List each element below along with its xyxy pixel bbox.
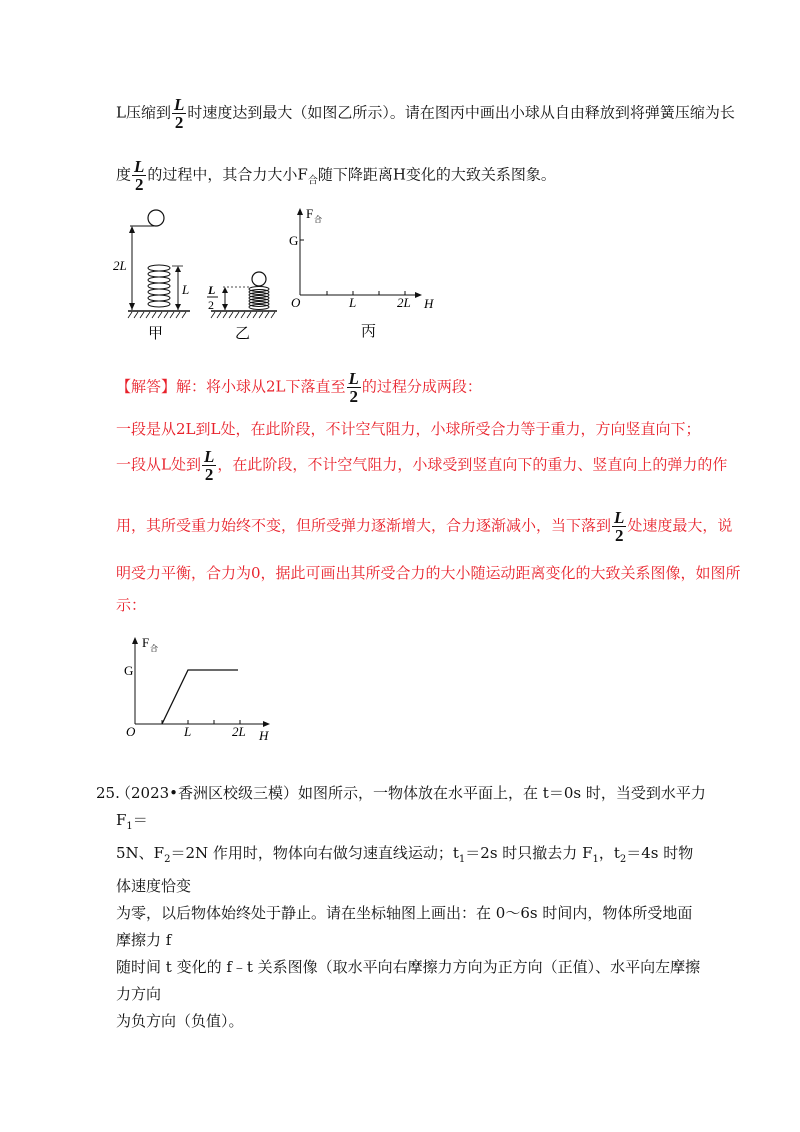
compressed-spring (249, 287, 269, 310)
caption-yi: 乙 (235, 326, 251, 342)
answer-text: 解：将小球从2L下落直至 (176, 377, 346, 396)
origin-label: O (291, 295, 301, 310)
fraction-label (207, 283, 218, 312)
g-label: G (124, 663, 134, 678)
figure-jia (108, 205, 198, 345)
answer-text: ，在此阶段，不计空气阻力，小球受到竖直向下的重力、竖直向上的弹力的作 (217, 455, 728, 474)
intro-line-1 (116, 96, 735, 131)
spring-length-label: L (182, 282, 190, 297)
fraction-l-over-2: $\frac{L}{2}$ (203, 447, 215, 484)
y-axis-label: F (306, 206, 314, 221)
subscript: 合 (307, 175, 318, 187)
question-line: 为零，以后物体始终处于静止。请在坐标轴图上画出：在 0～6s 时间内，物体所受地面摩擦力 f (116, 904, 693, 949)
force-curve (162, 670, 238, 724)
x-axis-label: H (424, 296, 434, 311)
question-body (116, 780, 706, 1035)
fraction-l-over-2: $\frac{L}{2}$ (348, 369, 359, 406)
svg-text:2: 2 (208, 298, 214, 312)
y-axis-label: F (142, 635, 150, 650)
question-line: 随时间 t 变化的 f﹣t 关系图像（取水平向右摩擦力方向为正方向（正值）、水平向左摩擦力方向 (116, 958, 701, 1003)
answer-text: 一段是从2L到L处，在此阶段，不计空气阻力，小球所受合力等于重力，方向竖直向下； (116, 420, 701, 438)
height-label: 2L (113, 258, 127, 273)
answer-line-2 (116, 418, 700, 439)
question-line: 5N、$F_2=2N$ 作用时，物体向右做匀速直线运动；$t_1=2s$ 时只撤去力 $F_1$，$t_2=4s$ 时物体速度恰变 (116, 844, 694, 895)
fraction-l-over-2: $\frac{L}{2}$ (134, 157, 145, 194)
answer-text: 的过程分成两段： (361, 377, 482, 396)
answer-line-6 (116, 594, 146, 615)
x-tick-label: 2L (397, 295, 411, 310)
svg-text:L: L (208, 283, 216, 297)
answer-text: 处速度最大，说 (627, 516, 733, 535)
caption-bing: 丙 (361, 324, 377, 340)
intro-text: L压缩到 (116, 103, 171, 122)
question-line: （2023•香洲区校级三模）如图所示，一物体放在水平面上，在 t＝0s 时，当受到水平力 $F_1=$ (116, 784, 706, 832)
fraction-l-over-2: $\frac{L}{2}$ (614, 508, 625, 545)
answer-line-4 (116, 509, 732, 544)
y-axis-sub: 合 (150, 644, 158, 653)
x-tick-label: L (349, 295, 357, 310)
answer-text: 示： (116, 596, 147, 614)
answer-line-1 (116, 370, 482, 405)
intro-text: 随下降距离H变化的大致关系图象。 (317, 165, 556, 184)
y-axis-sub: 合 (314, 215, 322, 224)
answer-line-5 (116, 562, 741, 583)
x-axis-label: H (259, 728, 269, 743)
intro-line-2 (116, 158, 556, 193)
caption-jia: 甲 (148, 326, 164, 342)
question-25 (96, 780, 706, 1035)
question-line: 为负方向（负值）。 (116, 1012, 244, 1030)
answer-text: 明受力平衡，合力为0，据此可画出其所受合力的大小随运动距离变化的大致关系图像，如图所 (116, 564, 741, 582)
answer-text: 一段从L处到 (116, 455, 201, 474)
spring (148, 265, 170, 307)
fraction-l-over-2: $\frac{L}{2}$ (173, 95, 185, 132)
answer-line-3 (116, 448, 727, 483)
intro-text: 度 (116, 165, 132, 184)
answer-text: 用，其所受重力始终不变，但所受弹力逐渐增大，合力逐渐减小，当下落到 (116, 516, 612, 535)
intro-text: 时速度达到最大（如图乙所示）。请在图丙中画出小球从自由释放到将弹簧压缩为长 (187, 103, 735, 122)
g-label: G (289, 233, 299, 248)
answer-tag: 【解答】 (116, 377, 177, 396)
question-number: 25. (96, 784, 120, 802)
x-tick-label: 2L (232, 724, 246, 739)
origin-label: O (126, 724, 136, 739)
figure-yi (203, 265, 283, 345)
figure-bing (285, 203, 445, 343)
x-tick-label: L (184, 724, 192, 739)
answer-graph (120, 632, 280, 747)
intro-text: 的过程中，其合力大小F (147, 165, 308, 184)
